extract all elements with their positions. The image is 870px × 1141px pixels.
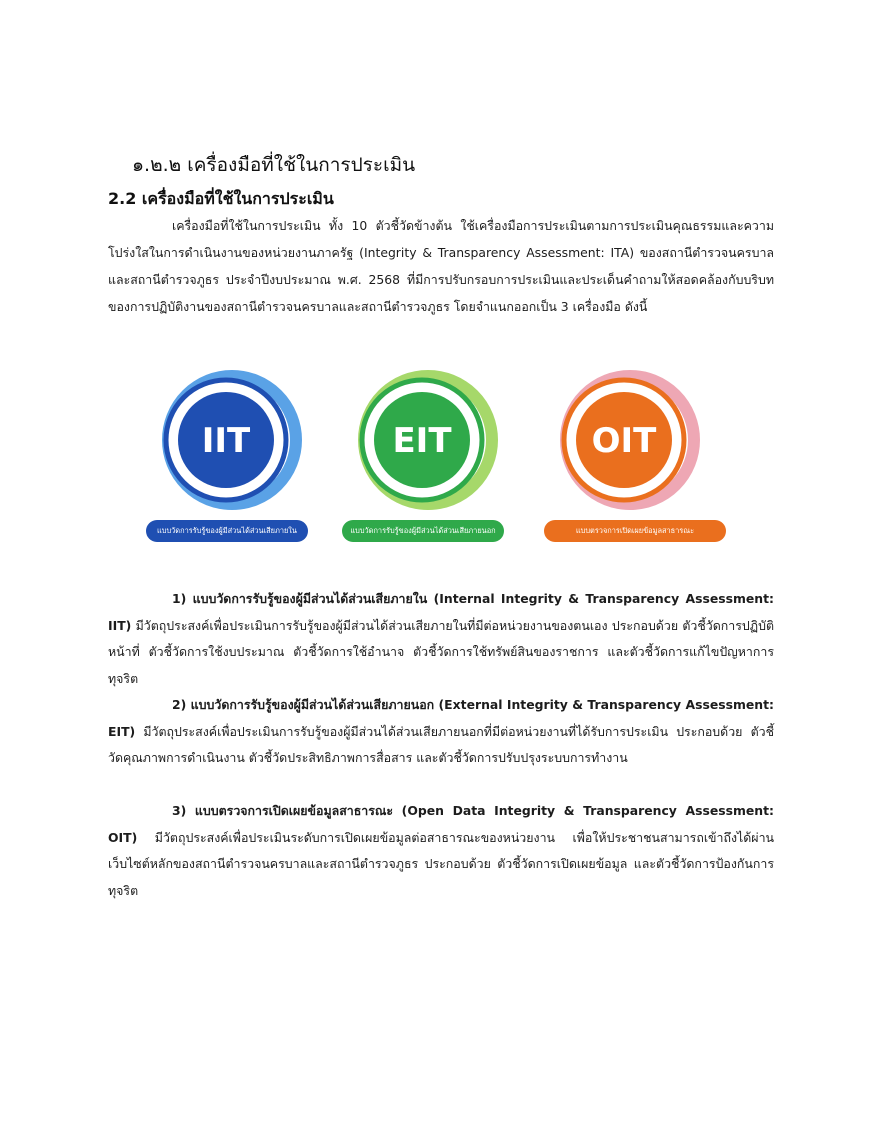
item-body: มีวัตถุประสงค์เพื่อประเมินการรับรู้ของผู้มีส่วนได้ส่วนเสียภายในที่มีต่อหน่วยงานของตนเอง ประกอบด้วย ตัวชี้วัดการปฏิบัติหน้าที่ ตัวชี้วัดการใช้งบประมาณ ตัวชี้วัดการใช้อำนาจ ตัวชี้วัดการใช้ทรัพย์สินของราชการ และตัวชี้วัดการแก้ไขปัญหาการทุจริต bbox=[108, 617, 774, 686]
item-lead: 1) แบบวัดการรับรู้ของผู้มีส่วนได้ส่วนเสียภายใน (Internal Integrity & Transparency Assessment: IIT) bbox=[108, 591, 774, 633]
logo-abbr: EIT bbox=[392, 421, 452, 461]
eit-logo bbox=[336, 370, 506, 550]
section-title: 2.2 เครื่องมือที่ใช้ในการประเมิน bbox=[108, 189, 334, 208]
iit-logo bbox=[140, 370, 310, 550]
item-body: มีวัตถุประสงค์เพื่อประเมินการรับรู้ของผู้มีส่วนได้ส่วนเสียภายนอกที่มีต่อหน่วยงานที่ได้รับการประเมิน ประกอบด้วย ตัวชี้วัดคุณภาพการดำเนินงาน ตัวชี้วัดประสิทธิภาพการสื่อสาร และตัวชี้วัดการปรับปรุงระบบการทำงาน bbox=[108, 723, 774, 765]
thai-numeral-heading: ๑.๒.๒ เครื่องมือที่ใช้ในการประเมิน bbox=[132, 154, 416, 176]
item-lead: 2) แบบวัดการรับรู้ของผู้มีส่วนได้ส่วนเสียภายนอก (External Integrity & Transparency Assessment: EIT) bbox=[108, 697, 774, 739]
assessment-logos bbox=[140, 370, 740, 550]
oit-caption: แบบตรวจการเปิดเผยข้อมูลสาธารณะ bbox=[544, 520, 726, 542]
iit-badge-icon bbox=[158, 370, 298, 510]
tool-item-eit bbox=[108, 692, 774, 772]
item-lead: 3) แบบตรวจการเปิดเผยข้อมูลสาธารณะ (Open Data Integrity & Transparency Assessment: OIT) bbox=[108, 803, 774, 845]
iit-caption: แบบวัดการรับรู้ของผู้มีส่วนได้ส่วนเสียภายใน bbox=[146, 520, 308, 542]
oit-logo bbox=[538, 370, 708, 550]
eit-badge-icon bbox=[354, 370, 494, 510]
item-body: มีวัตถุประสงค์เพื่อประเมินระดับการเปิดเผยข้อมูลต่อสาธารณะของหน่วยงาน เพื่อให้ประชาชนสามารถเข้าถึงได้ผ่านเว็บไซต์หลักของสถานีตำรวจนครบาลและสถานีตำรวจภูธร ประกอบด้วย ตัวชี้วัดการเปิดเผยข้อมูล และตัวชี้วัดการป้องกันการทุจริต bbox=[108, 829, 774, 898]
intro-paragraph: เครื่องมือที่ใช้ในการประเมิน ทั้ง 10 ตัวชี้วัดข้างต้น ใช้เครื่องมือการประเมินตามการประเมินคุณธรรมและความโปร่งใสในการดำเนินงานของหน่วยงานภาครัฐ (Integrity & Transparency Assessment: ITA) ของสถานีตำรวจนครบาลและสถานีตำรวจภูธร ประจำปีงบประมาณ พ.ศ. 2568 ที่มีการปรับกรอบการประเมินและประเด็นคำถามให้สอดคล้องกับบริบทของการปฏิบัติงานของสถานีตำรวจนครบาลและสถานีตำรวจภูธร โดยจำแนกออกเป็น 3 เครื่องมือ ดังนี้ bbox=[108, 218, 774, 314]
logo-abbr: OIT bbox=[591, 421, 657, 461]
tool-item-oit bbox=[108, 798, 774, 904]
oit-badge-icon bbox=[556, 370, 696, 510]
logo-abbr: IIT bbox=[201, 421, 251, 461]
tool-item-iit bbox=[108, 586, 774, 692]
eit-caption: แบบวัดการรับรู้ของผู้มีส่วนได้ส่วนเสียภายนอก bbox=[342, 520, 504, 542]
